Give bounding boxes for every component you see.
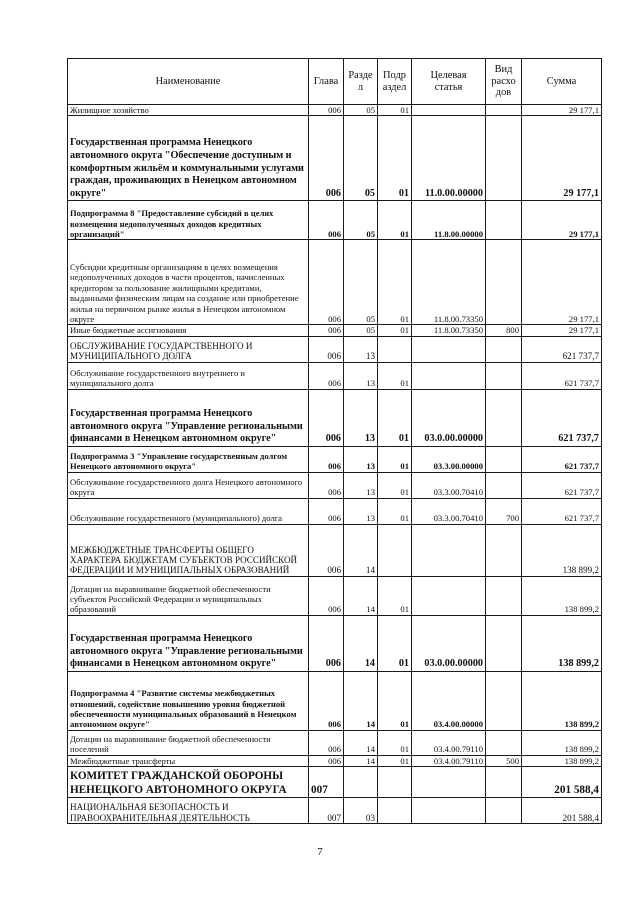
row-sum: 621 737,7 xyxy=(522,446,602,472)
table-row xyxy=(68,105,602,116)
row-name: Подпрограмма 4 "Развитие системы межбюджетных отношений, содействие повышению уровня бюджетной обеспеченности муниципальных образований в Ненецком автономном округе" xyxy=(68,671,309,730)
row-sum: 621 737,7 xyxy=(522,472,602,498)
row-name: Подпрограмма 8 "Предоставление субсидий в целях возмещения недополученных доходов кредитных организаций" xyxy=(68,201,309,240)
row-glava: 006 xyxy=(309,755,344,766)
row-sum: 138 899,2 xyxy=(522,755,602,766)
table-row xyxy=(68,767,602,798)
row-name: КОМИТЕТ ГРАЖДАНСКОЙ ОБОРОНЫ НЕНЕЦКОГО АВТОНОМНОГО ОКРУГА xyxy=(68,767,309,798)
col-header-podrazdel: Подр аздел xyxy=(378,59,412,105)
row-glava: 006 xyxy=(309,671,344,730)
row-razdel: 13 xyxy=(344,362,378,389)
table-row xyxy=(68,446,602,472)
table-row xyxy=(68,240,602,325)
row-podrazdel: 01 xyxy=(378,116,412,201)
row-glava: 006 xyxy=(309,105,344,116)
row-sum: 621 737,7 xyxy=(522,336,602,362)
row-razdel: 05 xyxy=(344,105,378,116)
row-article: 03.3.00.00000 xyxy=(412,446,486,472)
table-row xyxy=(68,524,602,576)
row-article: 03.0.00.00000 xyxy=(412,615,486,671)
row-podrazdel xyxy=(378,336,412,362)
row-name: ОБСЛУЖИВАНИЕ ГОСУДАРСТВЕННОГО И МУНИЦИПАЛЬНОГО ДОЛГА xyxy=(68,336,309,362)
row-glava: 007 xyxy=(309,798,344,824)
row-glava: 006 xyxy=(309,389,344,446)
row-podrazdel: 01 xyxy=(378,472,412,498)
row-vid xyxy=(486,389,522,446)
row-vid xyxy=(486,362,522,389)
table-row xyxy=(68,362,602,389)
row-name: Государственная программа Ненецкого автономного округа "Управление региональными финансами в Ненецком автономном округе" xyxy=(68,615,309,671)
row-sum: 138 899,2 xyxy=(522,576,602,615)
row-name: Государственная программа Ненецкого автономного округа "Управление региональными финансами в Ненецком автономном округе" xyxy=(68,389,309,446)
row-razdel xyxy=(344,767,378,798)
row-name: Обслуживание государственного (муниципального) долга xyxy=(68,498,309,524)
col-header-vid: Вид расхо дов xyxy=(486,59,522,105)
row-article xyxy=(412,362,486,389)
row-vid xyxy=(486,105,522,116)
row-name: Государственная программа Ненецкого автономного округа "Обеспечение доступным и комфортным жильём и коммунальными услугами граждан, проживающих в Ненецком автономном округе" xyxy=(68,116,309,201)
row-podrazdel: 01 xyxy=(378,325,412,336)
row-podrazdel: 01 xyxy=(378,201,412,240)
row-vid xyxy=(486,615,522,671)
row-sum: 621 737,7 xyxy=(522,498,602,524)
row-podrazdel xyxy=(378,524,412,576)
row-name: НАЦИОНАЛЬНАЯ БЕЗОПАСНОСТЬ И ПРАВООХРАНИТЕЛЬНАЯ ДЕЯТЕЛЬНОСТЬ xyxy=(68,798,309,824)
row-vid xyxy=(486,240,522,325)
row-razdel: 13 xyxy=(344,389,378,446)
row-glava: 006 xyxy=(309,201,344,240)
row-name: Межбюджетные трансферты xyxy=(68,755,309,766)
row-glava: 006 xyxy=(309,576,344,615)
row-podrazdel xyxy=(378,767,412,798)
col-header-razdel: Разде л xyxy=(344,59,378,105)
row-sum: 621 737,7 xyxy=(522,389,602,446)
row-article: 11.8.00.73350 xyxy=(412,325,486,336)
row-name: Обслуживание государственного долга Ненецкого автономного округа xyxy=(68,472,309,498)
row-vid: 700 xyxy=(486,498,522,524)
row-article xyxy=(412,576,486,615)
row-podrazdel xyxy=(378,798,412,824)
row-razdel: 14 xyxy=(344,615,378,671)
row-sum: 201 588,4 xyxy=(522,798,602,824)
table-row xyxy=(68,730,602,755)
row-name: Обслуживание государственного внутреннего и муниципального долга xyxy=(68,362,309,389)
row-glava: 006 xyxy=(309,240,344,325)
row-glava: 006 xyxy=(309,498,344,524)
row-podrazdel: 01 xyxy=(378,446,412,472)
row-article xyxy=(412,105,486,116)
col-header-article: Целевая статья xyxy=(412,59,486,105)
row-name: МЕЖБЮДЖЕТНЫЕ ТРАНСФЕРТЫ ОБЩЕГО ХАРАКТЕРА БЮДЖЕТАМ СУБЪЕКТОВ РОССИЙСКОЙ ФЕДЕРАЦИИ И МУНИЦИПАЛЬНЫХ ОБРАЗОВАНИЙ xyxy=(68,524,309,576)
row-article xyxy=(412,798,486,824)
row-sum: 621 737,7 xyxy=(522,362,602,389)
table-header xyxy=(68,59,602,105)
row-glava: 007 xyxy=(309,767,344,798)
row-article: 11.0.00.00000 xyxy=(412,116,486,201)
row-podrazdel: 01 xyxy=(378,105,412,116)
row-razdel: 05 xyxy=(344,240,378,325)
table-row xyxy=(68,201,602,240)
row-sum: 138 899,2 xyxy=(522,615,602,671)
row-vid xyxy=(486,446,522,472)
row-vid xyxy=(486,671,522,730)
row-razdel: 13 xyxy=(344,472,378,498)
row-article xyxy=(412,336,486,362)
row-razdel: 13 xyxy=(344,446,378,472)
budget-table xyxy=(67,58,602,824)
row-podrazdel: 01 xyxy=(378,730,412,755)
row-razdel: 14 xyxy=(344,755,378,766)
row-vid xyxy=(486,116,522,201)
row-podrazdel: 01 xyxy=(378,576,412,615)
row-sum: 29 177,1 xyxy=(522,116,602,201)
row-podrazdel: 01 xyxy=(378,498,412,524)
table-row xyxy=(68,498,602,524)
row-sum: 138 899,2 xyxy=(522,671,602,730)
row-podrazdel: 01 xyxy=(378,615,412,671)
row-article: 03.4.00.79110 xyxy=(412,755,486,766)
row-sum: 201 588,4 xyxy=(522,767,602,798)
row-article: 03.3.00.70410 xyxy=(412,498,486,524)
row-razdel: 13 xyxy=(344,498,378,524)
row-sum: 29 177,1 xyxy=(522,240,602,325)
row-glava: 006 xyxy=(309,615,344,671)
table-row xyxy=(68,389,602,446)
row-razdel: 14 xyxy=(344,524,378,576)
row-razdel: 14 xyxy=(344,671,378,730)
row-name: Дотации на выравнивание бюджетной обеспеченности поселений xyxy=(68,730,309,755)
table-row xyxy=(68,336,602,362)
row-razdel: 14 xyxy=(344,730,378,755)
row-vid: 800 xyxy=(486,325,522,336)
table-row xyxy=(68,472,602,498)
row-glava: 006 xyxy=(309,325,344,336)
table-row xyxy=(68,576,602,615)
row-sum: 138 899,2 xyxy=(522,524,602,576)
col-header-glava: Глава xyxy=(309,59,344,105)
row-article: 03.0.00.00000 xyxy=(412,389,486,446)
row-podrazdel: 01 xyxy=(378,362,412,389)
row-vid xyxy=(486,730,522,755)
row-article xyxy=(412,524,486,576)
row-glava: 006 xyxy=(309,336,344,362)
col-header-name: Наименование xyxy=(68,59,309,105)
row-name: Подпрограмма 3 "Управление государственным долгом Ненецкого автономного округа" xyxy=(68,446,309,472)
row-razdel: 14 xyxy=(344,576,378,615)
row-article: 11.8.00.73350 xyxy=(412,240,486,325)
row-sum: 29 177,1 xyxy=(522,325,602,336)
row-name: Жилищное хозяйство xyxy=(68,105,309,116)
row-article: 03.4.00.79110 xyxy=(412,730,486,755)
row-glava: 006 xyxy=(309,116,344,201)
row-razdel: 13 xyxy=(344,336,378,362)
row-vid xyxy=(486,336,522,362)
row-glava: 006 xyxy=(309,730,344,755)
table-row xyxy=(68,116,602,201)
table-row xyxy=(68,671,602,730)
row-vid xyxy=(486,524,522,576)
row-vid: 500 xyxy=(486,755,522,766)
row-vid xyxy=(486,201,522,240)
row-vid xyxy=(486,798,522,824)
row-podrazdel: 01 xyxy=(378,389,412,446)
row-podrazdel: 01 xyxy=(378,240,412,325)
table-row xyxy=(68,325,602,336)
row-razdel: 05 xyxy=(344,116,378,201)
row-sum: 138 899,2 xyxy=(522,730,602,755)
row-sum: 29 177,1 xyxy=(522,105,602,116)
row-name: Дотации на выравнивание бюджетной обеспеченности субъектов Российской Федерации и муниципальных образований xyxy=(68,576,309,615)
row-name: Субсидии кредитным организациям в целях возмещения недополученных доходов в части процентов, начисленных кредитором за пользование жилищными кредитами, выданными физическим лицам на создание или приобретение жилья на первичном рынке жилья в Ненецком автономном округе xyxy=(68,240,309,325)
row-razdel: 05 xyxy=(344,201,378,240)
table-row xyxy=(68,615,602,671)
row-name: Иные бюджетные ассигнования xyxy=(68,325,309,336)
table-row xyxy=(68,755,602,766)
row-podrazdel: 01 xyxy=(378,755,412,766)
table-row xyxy=(68,798,602,824)
row-glava: 006 xyxy=(309,362,344,389)
row-sum: 29 177,1 xyxy=(522,201,602,240)
row-glava: 006 xyxy=(309,446,344,472)
row-article: 03.3.00.70410 xyxy=(412,472,486,498)
row-vid xyxy=(486,767,522,798)
row-razdel: 03 xyxy=(344,798,378,824)
row-glava: 006 xyxy=(309,472,344,498)
row-article xyxy=(412,767,486,798)
row-razdel: 05 xyxy=(344,325,378,336)
row-article: 03.4.00.00000 xyxy=(412,671,486,730)
row-vid xyxy=(486,472,522,498)
row-glava: 006 xyxy=(309,524,344,576)
row-vid xyxy=(486,576,522,615)
row-article: 11.8.00.00000 xyxy=(412,201,486,240)
page-number: 7 xyxy=(317,846,323,858)
col-header-sum: Сумма xyxy=(522,59,602,105)
row-podrazdel: 01 xyxy=(378,671,412,730)
